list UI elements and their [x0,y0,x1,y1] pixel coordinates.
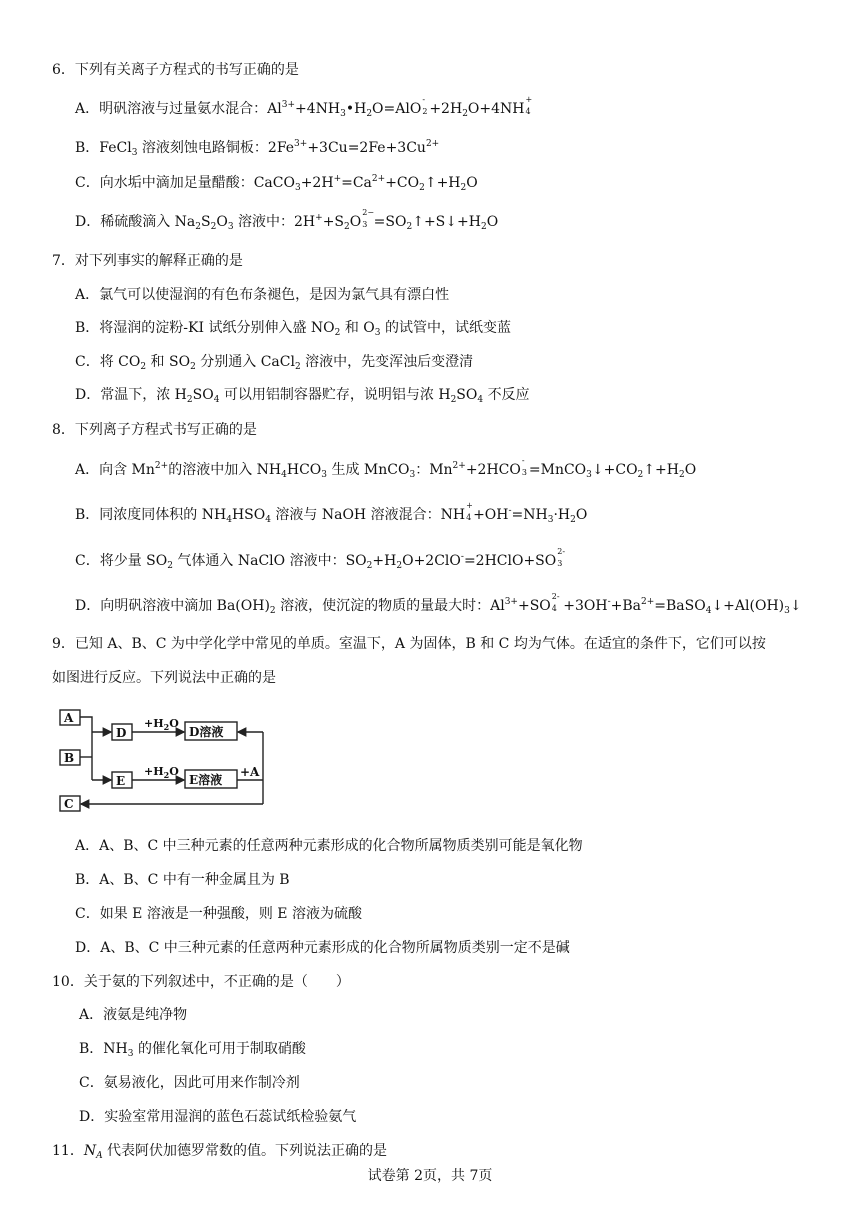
water-label-1: $+H_2O$ [144,717,179,732]
water-label-2: $+H_2O$ [144,765,179,780]
q7-option-a: A．氯气可以使湿润的有色布条褪色，是因为氯气具有漂白性 [75,287,450,303]
box-c-label: C [64,797,74,811]
box-a-label: A [64,711,74,725]
box-d-label: D [116,726,127,740]
reaction-diagram [58,704,272,818]
box-e-label: E [116,774,126,788]
q9-option-a: A．A、B、C 中三种元素的任意两种元素形成的化合物所属物质类别可能是氧化物 [75,838,583,854]
q7-stem: 7．对下列事实的解释正确的是 [52,253,243,269]
q11-stem: 11．$N_A$ 代表阿伏加德罗常数的值。下列说法正确的是 [52,1143,388,1161]
q6-stem: 6．下列有关离子方程式的书写正确的是 [52,62,299,78]
q10-option-a: A．液氨是纯净物 [79,1007,188,1023]
q10-stem: 10．关于氨的下列叙述中，不正确的是（ ） [52,974,350,990]
q8-stem: 8．下列离子方程式书写正确的是 [52,422,257,438]
plus-a-label: +A [240,765,260,779]
q9-stem-line-2: 如图进行反应。下列说法中正确的是 [52,670,276,686]
box-e-solution-label: E溶液 [189,773,223,787]
q6-option-c: C．向水垢中滴加足量醋酸：$CaCO_3+2H^+=Ca^{2+}+CO_2↑+H_2O$ [75,174,478,193]
q10-option-c: C．氨易液化，因此可用来作制冷剂 [79,1075,300,1091]
q10-option-d: D．实验室常用湿润的蓝色石蕊试纸检验氨气 [79,1109,357,1125]
box-b-label: B [64,751,75,765]
q9-option-c: C．如果 E 溶液是一种强酸，则 E 溶液为硫酸 [75,906,362,922]
q7-option-d: D．常温下，浓 $H_2SO_4$ 可以用铝制容器贮存，说明铝与浓 $H_2SO_4$ 不反应 [75,387,530,405]
q10-option-b: B．$NH_3$ 的催化氧化可用于制取硝酸 [79,1041,306,1059]
page-footer: 试卷第 2页，共 7页 [367,1168,493,1184]
box-d-solution-label: D溶液 [189,725,224,739]
q8-option-c: C．将少量 $SO_2$ 气体通入 NaClO 溶液中：$SO_2+H_2O+2ClO^-=2HClO+SO$ 2- 3 [75,547,566,571]
q6-option-d: D．稀硫酸滴入 $Na_2S_2O_3$ 溶液中：$2H^++S_2O$ 2− 3 $=SO_2↑+S↓+H_2O$ [75,208,499,232]
q7-option-b: B．将湿润的淀粉-KI 试纸分别伸入盛 $NO_2$ 和 $O_3$ 的试管中，试纸变蓝 [75,320,511,338]
q6-option-a: A．明矾溶液与过量氨水混合：$Al^{3+}+4NH_3•H_2O=AlO$ - 2 $+2H_2O+4NH$ + 4 [75,95,533,119]
q8-option-a: A．向含 $Mn^{2+}$的溶液中加入 $NH_4HCO_3$ 生成 MnCO$_3$：$Mn^{2+}+2HCO$ - 3 $=MnCO_3↓+CO_2↑+H_2O$ [75,456,697,480]
q9-option-b: B．A、B、C 中有一种金属且为 B [75,872,290,888]
q9-option-d: D．A、B、C 中三种元素的任意两种元素形成的化合物所属物质类别一定不是碱 [75,940,570,956]
q9-stem-line-1: 9．已知 A、B、C 为中学化学中常见的单质。室温下，A 为固体，B 和 C 均为气体。在适宜的条件下，它们可以按 [52,636,766,652]
q7-option-c: C．将 $CO_2$ 和 $SO_2$ 分别通入 CaCl$_2$ 溶液中，先变浑浊后变澄清 [75,354,474,372]
q8-option-b: B．同浓度同体积的 $NH_4HSO_4$ 溶液与 NaOH 溶液混合：NH + 4 $+OH^-=NH_3\cdot H_2O$ [75,501,588,525]
q8-option-d: D．向明矾溶液中滴加 $Ba(OH)_2$ 溶液，使沉淀的物质的量最大时：$Al^{3+}+SO$ 2- 4 $+3OH^-+Ba^{2+}=BaSO_4↓+Al(OH)_3↓$ [75,592,802,616]
q6-option-b: B．FeCl$_3$ 溶液刻蚀电路铜板：$2Fe^{3+}+3Cu=2Fe+3Cu^{2+}$ [75,139,440,158]
